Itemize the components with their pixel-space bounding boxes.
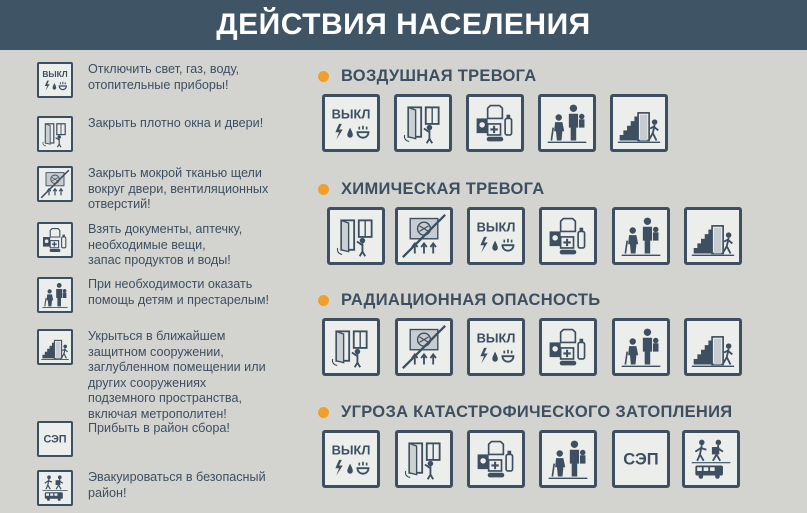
svg-text:ВЫКЛ: ВЫКЛ: [476, 219, 516, 235]
help-people-icon: [612, 207, 670, 265]
documents-kit-icon: [539, 318, 597, 376]
close-windows-doors-icon: [327, 207, 385, 265]
seal-cracks-icon: [395, 318, 453, 376]
section-title: УГРОЗА КАТАСТРОФИЧЕСКОГО ЗАТОПЛЕНИЯ: [341, 402, 733, 421]
shelter-icon: [610, 94, 668, 152]
svg-text:СЭП: СЭП: [623, 449, 659, 469]
documents-kit-icon: [539, 207, 597, 265]
power-off-icon: [322, 94, 380, 152]
evacuate-icon: [37, 470, 73, 506]
section-title: ХИМИЧЕСКАЯ ТРЕВОГА: [341, 179, 545, 198]
seal-cracks-icon: [37, 166, 73, 202]
evacuate-icon: [682, 430, 740, 488]
help-people-icon: [538, 94, 596, 152]
bullet-dot: [318, 184, 329, 195]
help-people-icon: [37, 277, 73, 313]
legend-item: [37, 470, 288, 506]
close-windows-doors-icon: [394, 94, 452, 152]
power-off-icon: [467, 318, 525, 376]
svg-text:ВЫКЛ: ВЫКЛ: [331, 106, 371, 122]
legend-text: Взять документы, аптечку, необходимые вещи, запас продуктов и воды!: [88, 222, 243, 267]
shelter-icon: [684, 318, 742, 376]
seal-cracks-icon: [395, 207, 453, 265]
legend: [0, 0, 300, 513]
legend-text: Эвакуироваться в безопасный район!: [88, 470, 266, 500]
section-air-raid: [318, 66, 537, 156]
legend-text: Прибыть в район сбора!: [88, 421, 230, 435]
legend-item: [37, 329, 288, 422]
legend-item: [37, 166, 288, 213]
documents-kit-icon: [466, 94, 524, 152]
shelter-icon: [37, 329, 73, 365]
legend-text: Укрыться в ближайшем защитном сооружении, заглубленном помещении или других сооружениях подземного пространства, включая метрополитен!: [88, 329, 266, 421]
documents-kit-icon: [37, 222, 73, 258]
bullet-dot: [318, 295, 329, 306]
documents-kit-icon: [467, 430, 525, 488]
section-radiation: [318, 290, 600, 380]
legend-item: [37, 116, 288, 152]
help-people-icon: [539, 430, 597, 488]
power-off-icon: [322, 430, 380, 488]
page-title: ДЕЙСТВИЯ НАСЕЛЕНИЯ: [216, 8, 591, 41]
sep-icon: [612, 430, 670, 488]
bullet-dot: [318, 71, 329, 82]
svg-text:ВЫКЛ: ВЫКЛ: [42, 69, 68, 79]
legend-item: [37, 62, 288, 98]
bullet-dot: [318, 407, 329, 418]
close-windows-doors-icon: [322, 318, 380, 376]
help-people-icon: [612, 318, 670, 376]
section-flood: [318, 402, 732, 492]
svg-text:ВЫКЛ: ВЫКЛ: [331, 442, 371, 458]
svg-text:СЭП: СЭП: [43, 433, 67, 446]
legend-item: [37, 222, 288, 269]
legend-text: При необходимости оказать помощь детям и престарелым!: [88, 277, 270, 307]
svg-text:ВЫКЛ: ВЫКЛ: [476, 330, 516, 346]
section-title: ВОЗДУШНАЯ ТРЕВОГА: [341, 66, 537, 85]
section-title: РАДИАЦИОННАЯ ОПАСНОСТЬ: [341, 290, 601, 309]
close-windows-doors-icon: [395, 430, 453, 488]
legend-item: [37, 277, 288, 313]
sep-icon: [37, 421, 73, 457]
legend-text: Закрыть мокрой тканью щели вокруг двери, вентиляционных отверстий!: [88, 166, 269, 211]
legend-item: [37, 421, 288, 457]
shelter-icon: [684, 207, 742, 265]
legend-text: Закрыть плотно окна и двери!: [88, 116, 264, 130]
legend-text: Отключить свет, газ, воду, отопительные приборы!: [88, 62, 240, 92]
close-windows-doors-icon: [37, 116, 73, 152]
power-off-icon: [467, 207, 525, 265]
section-chemical: [318, 179, 544, 269]
power-off-icon: [37, 62, 73, 98]
